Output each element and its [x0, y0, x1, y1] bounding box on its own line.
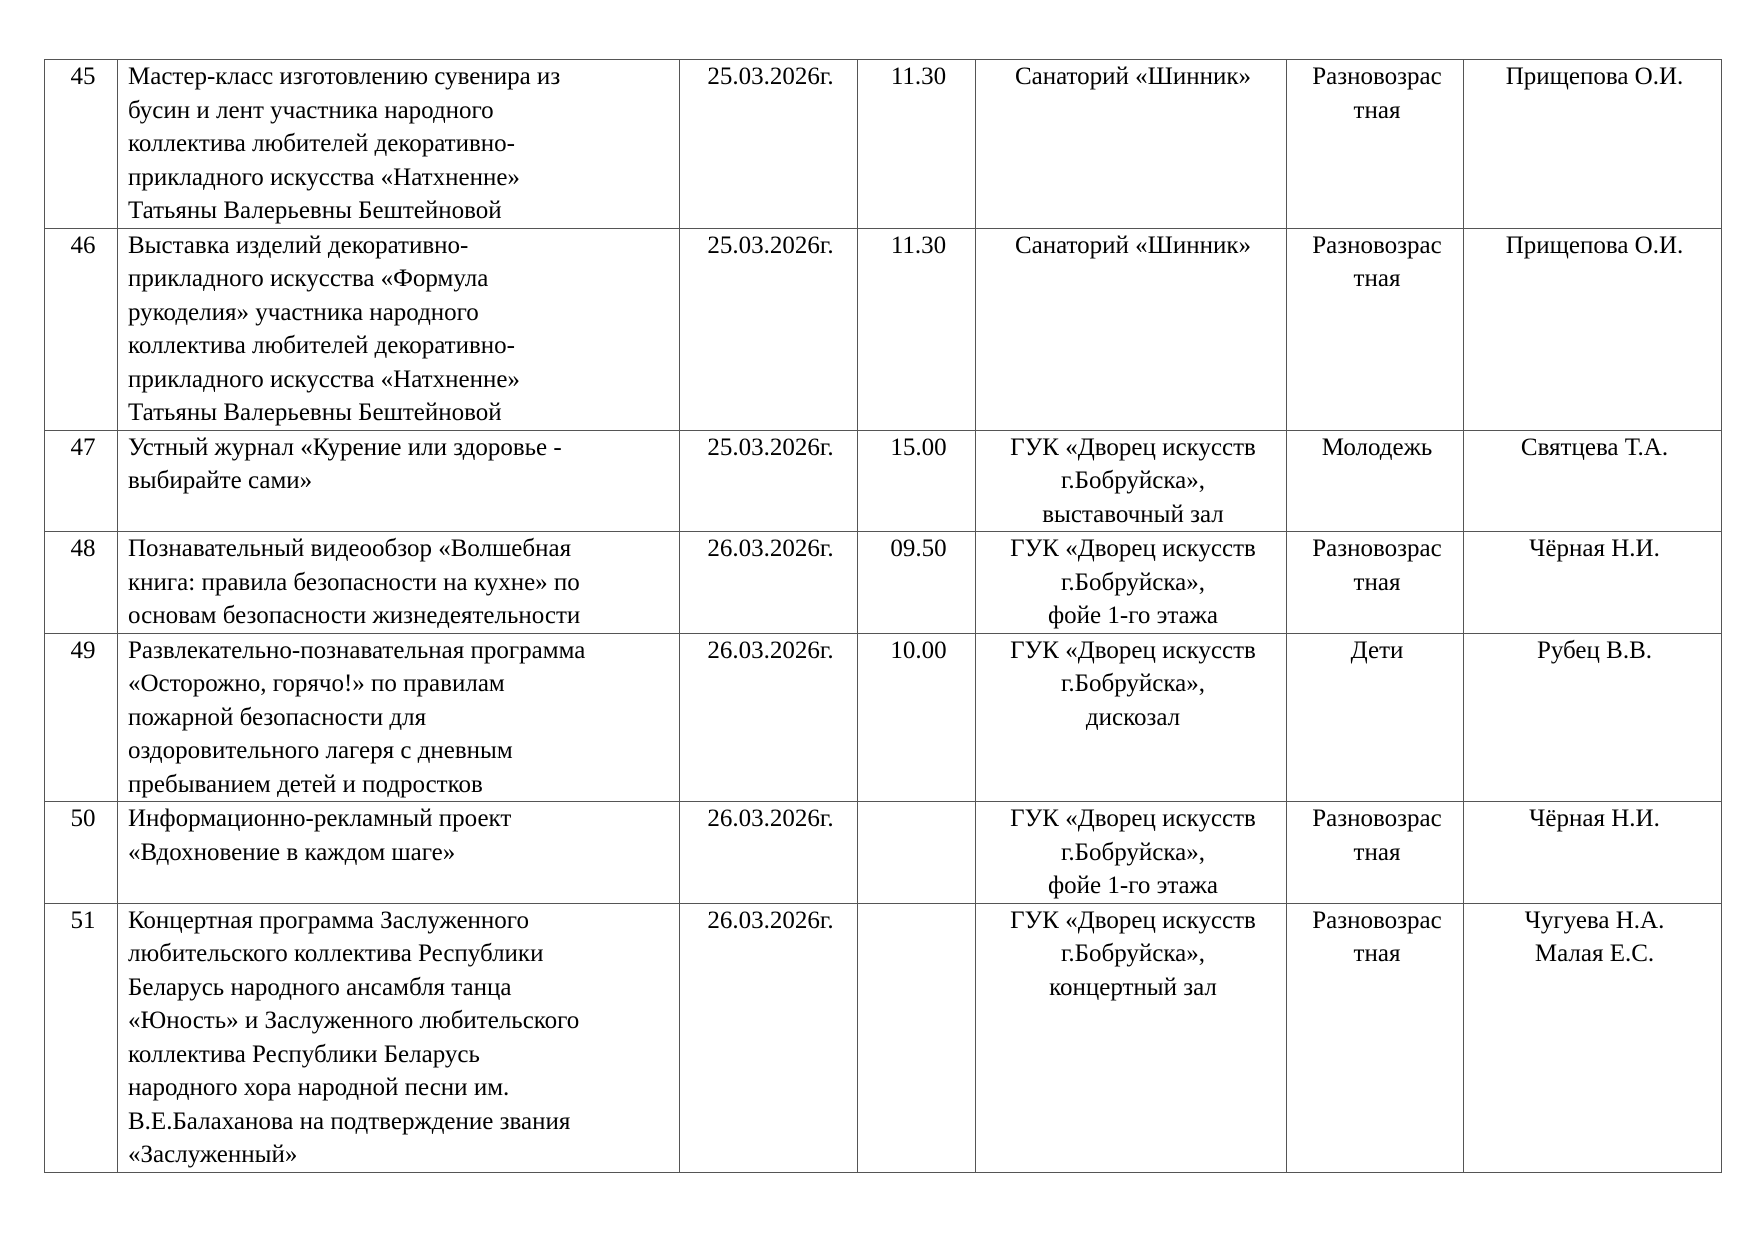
- cell-date: [680, 532, 858, 634]
- table-row: [45, 532, 1722, 634]
- cell-venue: [976, 903, 1287, 1172]
- cell-number-text: 46: [70, 231, 96, 259]
- cell-event-title-line: Концертная программа Заслуженного: [128, 906, 529, 934]
- cell-time-text: 09.50: [890, 535, 947, 562]
- cell-audience-line: тная: [1353, 568, 1401, 596]
- cell-number: [45, 802, 118, 904]
- cell-number: [45, 532, 118, 634]
- cell-event-title-line: любительского коллектива Республики: [128, 940, 544, 967]
- cell-responsible-line: Святцева Т.А.: [1520, 433, 1669, 461]
- table-row: [45, 430, 1722, 532]
- cell-responsible-line: Чёрная Н.И.: [1529, 535, 1660, 562]
- cell-date: [680, 60, 858, 229]
- cell-venue-line: Санаторий «Шинник»: [1014, 231, 1252, 259]
- cell-responsible: [1464, 228, 1722, 430]
- cell-event-title-line: прикладного искусства «Натхненне»: [128, 163, 520, 191]
- cell-event-title-line: прикладного искусства «Натхненне»: [128, 365, 520, 393]
- cell-event-title-line: Выставка изделий декоративно-: [128, 231, 469, 259]
- cell-time: [858, 430, 976, 532]
- cell-time: [858, 60, 976, 229]
- cell-responsible: [1464, 802, 1722, 904]
- cell-audience-line: Разновозрас: [1312, 63, 1442, 90]
- cell-responsible: [1464, 430, 1722, 532]
- cell-event-title-line: оздоровительного лагеря с дневным: [128, 737, 513, 764]
- cell-event-title-line: Устный журнал «Курение или здоровье -: [128, 433, 562, 461]
- cell-venue-line: фойе 1-го этажа: [1047, 872, 1219, 899]
- table-row: [45, 903, 1722, 1172]
- cell-venue-line: фойе 1-го этажа: [1047, 602, 1219, 629]
- cell-venue: [976, 633, 1287, 802]
- table-row: [45, 633, 1722, 802]
- cell-date-text: 26.03.2026г.: [707, 805, 834, 832]
- cell-event-title-line: книга: правила безопасности на кухне» по: [128, 568, 580, 596]
- cell-event-title: [118, 532, 680, 634]
- cell-number-text: 47: [70, 433, 96, 461]
- cell-number-text: 48: [70, 535, 96, 562]
- cell-date-text: 25.03.2026г.: [707, 433, 834, 461]
- cell-event-title-line: Беларусь народного ансамбля танца: [128, 973, 512, 1001]
- document-page: [44, 59, 1722, 1173]
- cell-venue-line: ГУК «Дворец искусств: [1010, 906, 1256, 934]
- cell-time: [858, 633, 976, 802]
- cell-venue: [976, 228, 1287, 430]
- cell-audience: [1287, 60, 1464, 229]
- cell-responsible-line: Чугуева Н.А.: [1524, 906, 1665, 934]
- cell-audience-line: тная: [1353, 838, 1401, 866]
- cell-event-title-line: Познавательный видеообзор «Волшебная: [128, 535, 572, 562]
- cell-number-text: 45: [70, 63, 96, 90]
- cell-event-title-line: коллектива любителей декоративно-: [128, 130, 515, 157]
- cell-event-title-line: «Заслуженный»: [128, 1141, 298, 1168]
- cell-event-title-line: коллектива Республики Беларусь: [128, 1040, 480, 1068]
- cell-venue-line: ГУК «Дворец искусств: [1010, 805, 1256, 832]
- cell-time: [858, 532, 976, 634]
- cell-date: [680, 633, 858, 802]
- cell-venue: [976, 802, 1287, 904]
- cell-event-title-line: Развлекательно-познавательная программа: [128, 636, 586, 664]
- cell-responsible: [1464, 532, 1722, 634]
- cell-event-title: [118, 903, 680, 1172]
- table-row: [45, 228, 1722, 430]
- cell-event-title-line: рукоделия» участника народного: [128, 298, 479, 326]
- cell-date-text: 25.03.2026г.: [707, 231, 834, 259]
- cell-audience-line: тная: [1353, 96, 1401, 124]
- cell-date: [680, 430, 858, 532]
- cell-time-text: 10.00: [890, 636, 947, 664]
- cell-event-title-line: Татьяны Валерьевны Бештейновой: [128, 399, 502, 426]
- table-row: [45, 802, 1722, 904]
- cell-event-title: [118, 228, 680, 430]
- cell-event-title: [118, 633, 680, 802]
- cell-number: [45, 60, 118, 229]
- cell-responsible: [1464, 903, 1722, 1172]
- cell-number-text: 51: [70, 906, 96, 934]
- cell-date-text: 26.03.2026г.: [707, 535, 834, 562]
- events-table: [44, 59, 1722, 1173]
- cell-venue-line: г.Бобруйска»,: [1060, 670, 1206, 697]
- cell-event-title-line: Мастер-класс изготовлению сувенира из: [128, 63, 561, 90]
- cell-event-title-line: В.Е.Балаханова на подтверждение звания: [128, 1107, 571, 1135]
- cell-number-text: 49: [70, 636, 96, 664]
- cell-event-title-line: выбирайте сами»: [128, 467, 313, 494]
- cell-venue: [976, 60, 1287, 229]
- cell-event-title-line: бусин и лент участника народного: [128, 96, 494, 124]
- cell-audience: [1287, 430, 1464, 532]
- cell-date-text: 26.03.2026г.: [707, 906, 834, 934]
- cell-audience-line: Разновозрас: [1312, 906, 1442, 934]
- cell-number-text: 50: [70, 805, 96, 832]
- cell-responsible: [1464, 60, 1722, 229]
- cell-event-title-line: «Юность» и Заслуженного любительского: [128, 1007, 580, 1034]
- events-table-body: [45, 60, 1722, 1173]
- cell-venue-line: г.Бобруйска»,: [1060, 568, 1206, 596]
- cell-event-title-line: народного хора народной песни им.: [128, 1074, 510, 1101]
- cell-venue-line: выставочный зал: [1042, 500, 1224, 528]
- cell-audience-line: Дети: [1350, 636, 1404, 664]
- cell-venue-line: дискозал: [1085, 703, 1181, 731]
- cell-time-text: 11.30: [890, 231, 947, 259]
- cell-venue-line: Санаторий «Шинник»: [1014, 63, 1252, 90]
- cell-event-title: [118, 430, 680, 532]
- cell-audience-line: Разновозрас: [1312, 231, 1442, 259]
- cell-audience: [1287, 903, 1464, 1172]
- cell-responsible-line: Прищепова О.И.: [1505, 63, 1684, 90]
- cell-venue: [976, 430, 1287, 532]
- cell-venue-line: ГУК «Дворец искусств: [1010, 535, 1256, 562]
- cell-venue-line: г.Бобруйска»,: [1060, 940, 1206, 967]
- cell-event-title-line: Информационно-рекламный проект: [128, 805, 512, 832]
- cell-date-text: 26.03.2026г.: [707, 636, 834, 664]
- cell-responsible: [1464, 633, 1722, 802]
- cell-time-text: 11.30: [890, 63, 947, 90]
- cell-event-title: [118, 802, 680, 904]
- cell-venue: [976, 532, 1287, 634]
- cell-audience-line: тная: [1353, 265, 1401, 292]
- cell-number: [45, 903, 118, 1172]
- cell-event-title-line: прикладного искусства «Формула: [128, 265, 489, 292]
- cell-event-title-line: основам безопасности жизнедеятельности: [128, 602, 581, 629]
- cell-audience-line: Разновозрас: [1312, 805, 1442, 832]
- cell-audience-line: Разновозрас: [1312, 535, 1442, 562]
- cell-event-title: [118, 60, 680, 229]
- cell-event-title-line: пребыванием детей и подростков: [128, 770, 483, 798]
- cell-venue-line: ГУК «Дворец искусств: [1010, 433, 1256, 461]
- cell-audience: [1287, 228, 1464, 430]
- table-row: [45, 60, 1722, 229]
- cell-number: [45, 633, 118, 802]
- cell-event-title-line: «Осторожно, горячо!» по правилам: [128, 670, 505, 697]
- cell-time: [858, 802, 976, 904]
- cell-responsible-line: Прищепова О.И.: [1505, 231, 1684, 259]
- cell-time: [858, 228, 976, 430]
- cell-venue-line: концертный зал: [1049, 973, 1217, 1001]
- cell-date: [680, 802, 858, 904]
- cell-event-title-line: Татьяны Валерьевны Бештейновой: [128, 197, 502, 224]
- cell-venue-line: ГУК «Дворец искусств: [1010, 636, 1256, 664]
- cell-audience-line: тная: [1353, 940, 1401, 967]
- cell-venue-line: г.Бобруйска»,: [1060, 467, 1206, 494]
- cell-number: [45, 228, 118, 430]
- cell-responsible-line: Малая Е.С.: [1534, 940, 1655, 967]
- cell-venue-line: г.Бобруйска»,: [1060, 838, 1206, 866]
- cell-responsible-line: Чёрная Н.И.: [1529, 805, 1660, 832]
- cell-number: [45, 430, 118, 532]
- cell-audience: [1287, 802, 1464, 904]
- cell-event-title-line: коллектива любителей декоративно-: [128, 332, 515, 359]
- cell-event-title-line: пожарной безопасности для: [128, 703, 427, 731]
- cell-responsible-line: Рубец В.В.: [1536, 636, 1653, 664]
- cell-date: [680, 903, 858, 1172]
- cell-date-text: 25.03.2026г.: [707, 63, 834, 90]
- cell-date: [680, 228, 858, 430]
- cell-time: [858, 903, 976, 1172]
- cell-audience: [1287, 532, 1464, 634]
- cell-event-title-line: «Вдохновение в каждом шаге»: [128, 838, 456, 866]
- cell-audience: [1287, 633, 1464, 802]
- cell-time-text: 15.00: [890, 433, 947, 461]
- cell-audience-line: Молодежь: [1321, 433, 1433, 461]
